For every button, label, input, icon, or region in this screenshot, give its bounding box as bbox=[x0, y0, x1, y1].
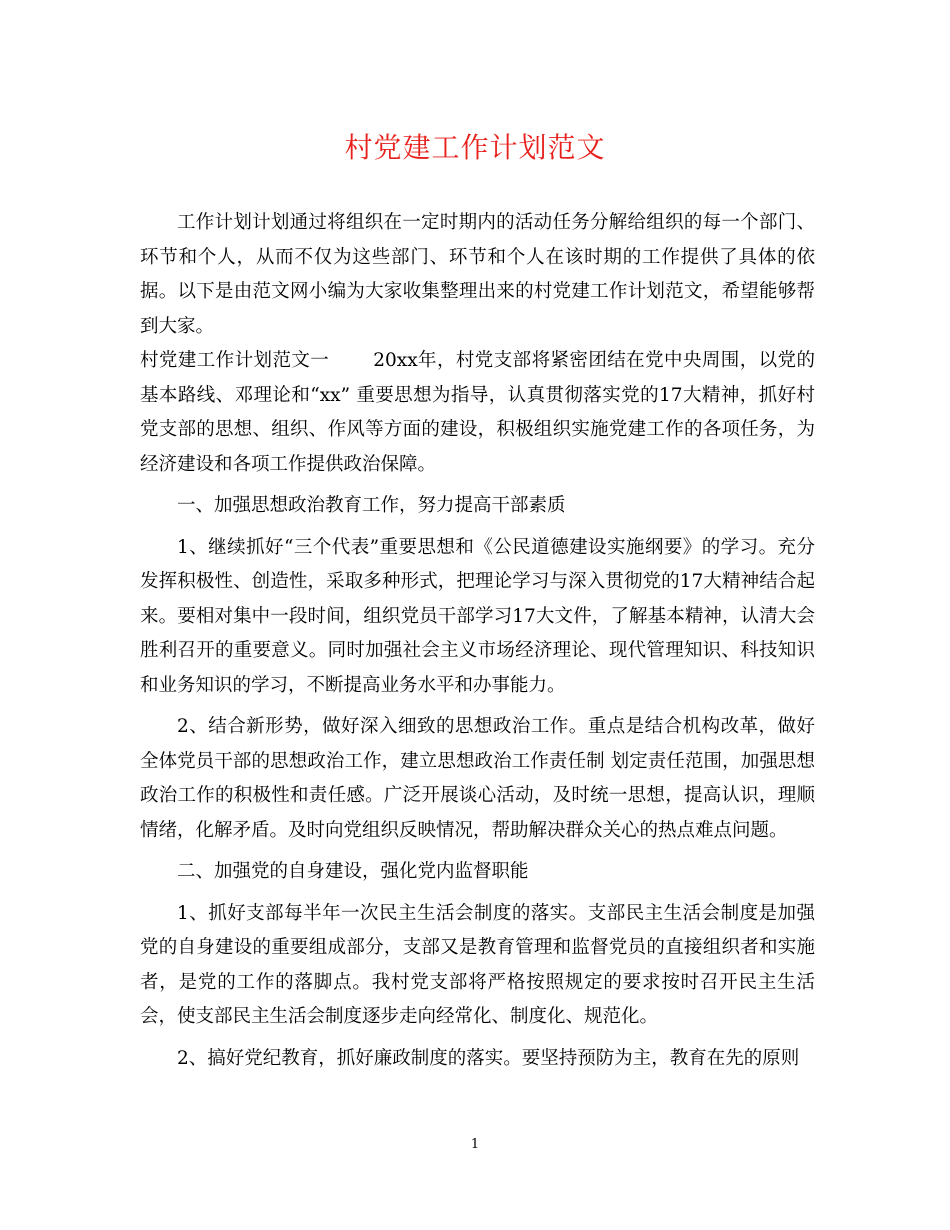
heading-2: 二、加强党的自身建设，强化党内监督职能 bbox=[177, 861, 529, 882]
document-body bbox=[140, 206, 815, 1076]
section1-label: 村党建工作计划范文一 bbox=[140, 350, 330, 371]
section1-text: 20xx年，村党支部将紧密团结在党中央周围，以党的基本路线、邓理论和“xx” 重要思想为指导，认真贯彻落实党的17大精神，抓好村党支部的思想、组织、作风等方面的建设，积极组织实施党建工作的各项任务，为经济建设和各项工作提供政治保障。 bbox=[140, 350, 815, 475]
heading-1: 一、加强思想政治教育工作，努力提高干部素质 bbox=[177, 495, 566, 516]
item-1-1: 1、继续抓好“三个代表”重要思想和《公民道德建设实施纲要》的学习。充分发挥积极性、创造性，采取多种形式，把理论学习与深入贯彻党的17大精神结合起来。要相对集中一段时间，组织党员干部学习17大文件，了解基本精神，认清大会胜利召开的重要意义。同时加强社会主义市场经济理论、现代管理知识、科技知识和业务知识的学习，不断提高业务水平和办事能力。 bbox=[140, 536, 815, 696]
section1-paragraph bbox=[140, 344, 815, 482]
intro-paragraph: 工作计划计划通过将组织在一定时期内的活动任务分解给组织的每一个部门、环节和个人，从而不仅为这些部门、环节和个人在该时期的工作提供了具体的依据。以下是由范文网小编为大家收集整理出来的村党建工作计划范文，希望能够帮到大家。 bbox=[140, 212, 815, 337]
item-2-2: 2、搞好党纪教育，抓好廉政制度的落实。要坚持预防为主，教育在先的原则 bbox=[177, 1047, 800, 1069]
item-1-2: 2、结合新形势，做好深入细致的思想政治工作。重点是结合机构改革，做好全体党员干部的思想政治工作，建立思想政治工作责任制 划定责任范围，加强思想政治工作的积极性和责任感。广泛开展谈心活动，及时统一思想，提高认识，理顺情绪，化解矛盾。及时向党组织反映情况，帮助解决群众关心的热点难点问题。 bbox=[140, 716, 815, 841]
document-title: 村党建工作计划范文 bbox=[344, 131, 606, 164]
item-2-1: 1、抓好支部每半年一次民主生活会制度的落实。支部民主生活会制度是加强党的自身建设的重要组成部分，支部又是教育管理和监督党员的直接组织者和实施者，是党的工作的落脚点。我村党支部将严格按照规定的要求按时召开民主生活会，使支部民主生活会制度逐步走向经常化、制度化、规范化。 bbox=[140, 902, 815, 1027]
page-number: 1 bbox=[470, 1137, 480, 1152]
